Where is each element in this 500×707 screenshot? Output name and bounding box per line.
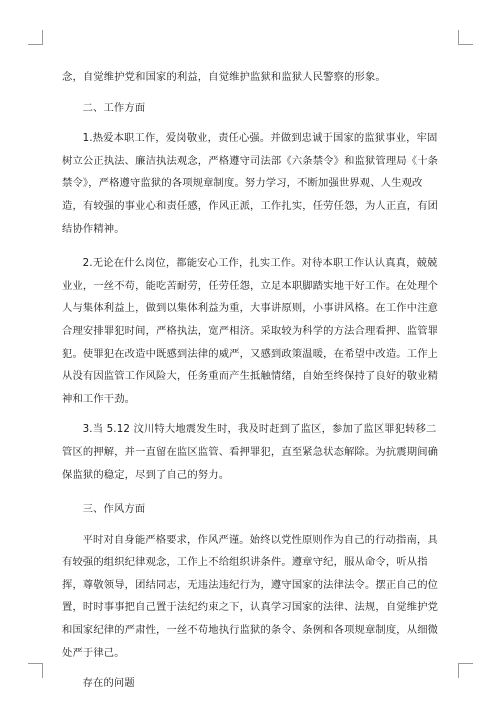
section-heading-work: 二、工作方面 <box>82 101 146 114</box>
paragraph-work-1: 1.热爱本职工作，爱岗敬业，责任心强。并做到忠诚于国家的监狱事业，牢固树立公正执法、廉洁执法观念，严格遵守司法部《六条禁令》和监狱管理局《十条禁令》，严格遵守监狱的各项规章制度。努力学习，不断加强世界观、人生观改造，有较强的事业心和责任感，作风正派，工作扎实，任劳任怨，为人正直，有团结协作精神。 <box>62 132 439 235</box>
paragraph-style: 平时对自身能严格要求，作风严谨。始终以党性原则作为自己的行动指南，具有较强的组织纪律观念，工作上不给组织讲条件。遵章守纪，服从命令，听从指挥，尊敬领导，团结同志，无违法违纪行为，遵守国家的法律法令。摆正自己的位置，时时事事把自己置于法纪约束之下，认真学习国家的法律、法规，自觉维护党和国家纪律的严肃性，一丝不苟地执行监狱的条令、条例和各项规章制度，从细微处严于律己。 <box>62 533 439 659</box>
corner-mark-bottom-left <box>28 663 43 678</box>
paragraph-work-3: 3.当 5.12 汶川特大地震发生时，我及时赶到了监区，参加了监区罪犯转移二管区的押解，并一直留在监区监管、看押罪犯，直至紧急状态解除。为抗震期间确保监狱的稳定，尽到了自己的努力。 <box>62 423 439 481</box>
corner-mark-bottom-right <box>458 663 473 678</box>
corner-mark-top-left <box>28 30 43 45</box>
paragraph-work-2: 2.无论在什么岗位，都能安心工作，扎实工作。对待本职工作认认真真，兢兢业业，一丝不苟，能吃苦耐劳，任劳任怨，立足本职脚踏实地干好工作。在处理个人与集体利益上，做到以集体利益为重，大事讲原则，小事讲风格。在工作中注意合理安排罪犯时间，严格执法，宽严相济。采取较为科学的方法合理看押、监管罪犯。使罪犯在改造中既感到法律的威严，又感到政策温暖，在希望中改造。工作上从没有因监管工作风险大，任务重而产生抵触情绪，自始至终保持了良好的敬业精神和工作干劲。 <box>62 257 439 405</box>
section-heading-problems: 存在的问题 <box>82 677 135 690</box>
corner-mark-top-right <box>458 30 473 45</box>
paragraph-continuation: 念，自觉维护党和国家的利益，自觉维护监狱和监狱人民警察的形象。 <box>62 71 386 83</box>
section-heading-style: 三、作风方面 <box>82 503 146 516</box>
document-body <box>62 66 440 695</box>
